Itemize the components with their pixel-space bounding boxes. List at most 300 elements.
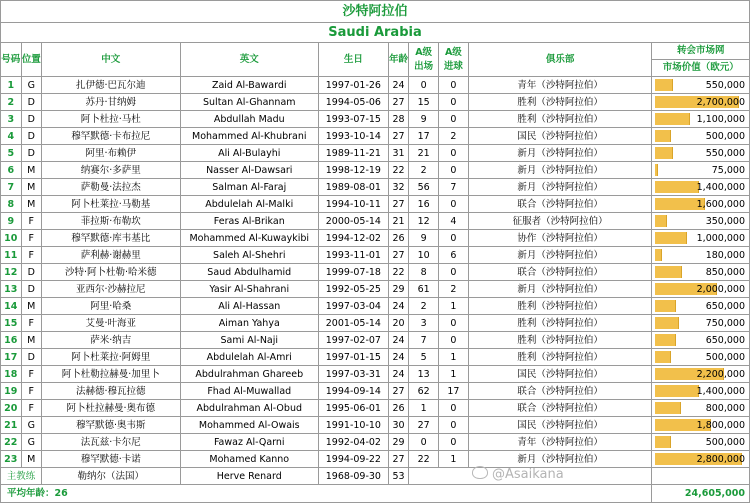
player-row — [1, 315, 750, 332]
coach-row — [1, 468, 750, 485]
player-birthday: 1997-03-04 — [319, 298, 389, 315]
player-a-goals: 0 — [439, 332, 469, 349]
player-market-value — [652, 128, 750, 145]
player-age: 24 — [388, 77, 409, 94]
player-age: 29 — [388, 281, 409, 298]
player-a-goals: 0 — [439, 417, 469, 434]
player-market-value — [652, 298, 750, 315]
value-bar — [655, 351, 671, 363]
player-a-apps: 13 — [409, 366, 439, 383]
player-row — [1, 111, 750, 128]
value-text: 650,000 — [705, 300, 745, 312]
value-text: 1,100,000 — [696, 113, 745, 125]
player-a-goals: 0 — [439, 264, 469, 281]
value-bar — [655, 164, 658, 176]
player-chinese-name: 阿卜杜勒拉赫曼·加里卜 — [42, 366, 180, 383]
player-club: 新月（沙特阿拉伯） — [468, 247, 652, 264]
player-a-goals: 6 — [439, 247, 469, 264]
value-text: 1,400,000 — [696, 181, 745, 193]
player-english-name: Fhad Al-Muwallad — [180, 383, 318, 400]
player-birthday: 1989-11-21 — [319, 145, 389, 162]
player-a-apps: 2 — [409, 162, 439, 179]
player-row — [1, 77, 750, 94]
player-english-name: Nasser Al-Dawsari — [180, 162, 318, 179]
player-row — [1, 264, 750, 281]
player-a-goals: 0 — [439, 145, 469, 162]
player-market-value — [652, 281, 750, 298]
player-a-apps: 10 — [409, 247, 439, 264]
player-a-apps: 22 — [409, 451, 439, 468]
player-position: M — [21, 179, 42, 196]
player-a-apps: 0 — [409, 434, 439, 451]
player-english-name: Abdulelah Al-Malki — [180, 196, 318, 213]
player-birthday: 1992-04-02 — [319, 434, 389, 451]
value-bar — [655, 334, 676, 346]
player-a-apps: 0 — [409, 77, 439, 94]
value-text: 1,400,000 — [696, 385, 745, 397]
player-row — [1, 213, 750, 230]
player-age: 24 — [388, 298, 409, 315]
player-a-apps: 15 — [409, 94, 439, 111]
player-club: 联合（沙特阿拉伯） — [468, 196, 652, 213]
player-age: 27 — [388, 196, 409, 213]
player-a-apps: 9 — [409, 111, 439, 128]
player-age: 24 — [388, 332, 409, 349]
header-row — [1, 43, 750, 60]
player-age: 32 — [388, 179, 409, 196]
player-birthday: 1997-02-07 — [319, 332, 389, 349]
player-a-goals: 0 — [439, 315, 469, 332]
value-bar — [655, 232, 687, 244]
player-english-name: Zaid Al-Bawardi — [180, 77, 318, 94]
player-a-goals: 4 — [439, 213, 469, 230]
player-position: F — [21, 383, 42, 400]
player-club: 胜利（沙特阿拉伯） — [468, 111, 652, 128]
player-chinese-name: 苏丹·甘纳姆 — [42, 94, 180, 111]
player-market-value — [652, 247, 750, 264]
value-text: 850,000 — [705, 266, 745, 278]
player-age: 20 — [388, 315, 409, 332]
player-english-name: Sultan Al-Ghannam — [180, 94, 318, 111]
player-club: 新月（沙特阿拉伯） — [468, 281, 652, 298]
header-chinese-name: 中文 — [42, 43, 180, 77]
value-bar — [655, 181, 699, 193]
player-position: M — [21, 451, 42, 468]
player-number: 7 — [1, 179, 22, 196]
player-a-apps: 7 — [409, 332, 439, 349]
player-birthday: 1994-09-14 — [319, 383, 389, 400]
player-market-value — [652, 264, 750, 281]
value-text: 500,000 — [705, 351, 745, 363]
player-number: 4 — [1, 128, 22, 145]
player-number: 13 — [1, 281, 22, 298]
player-market-value — [652, 366, 750, 383]
player-birthday: 1992-05-25 — [319, 281, 389, 298]
player-chinese-name: 阿里·布赖伊 — [42, 145, 180, 162]
player-row — [1, 366, 750, 383]
player-age: 26 — [388, 400, 409, 417]
player-position: F — [21, 366, 42, 383]
player-age: 26 — [388, 230, 409, 247]
player-position: D — [21, 264, 42, 281]
player-number: 9 — [1, 213, 22, 230]
player-english-name: Salman Al-Faraj — [180, 179, 318, 196]
player-a-apps: 62 — [409, 383, 439, 400]
player-a-goals: 1 — [439, 366, 469, 383]
player-a-goals: 7 — [439, 179, 469, 196]
player-position: D — [21, 281, 42, 298]
player-number: 11 — [1, 247, 22, 264]
player-market-value — [652, 400, 750, 417]
header-value-source: 转会市场网 — [652, 43, 750, 60]
player-a-goals: 1 — [439, 298, 469, 315]
header-a-apps: A级出场 — [409, 43, 439, 77]
player-number: 17 — [1, 349, 22, 366]
player-number: 10 — [1, 230, 22, 247]
player-position: F — [21, 247, 42, 264]
player-chinese-name: 沙特·阿卜杜勒·哈米德 — [42, 264, 180, 281]
player-market-value — [652, 145, 750, 162]
player-age: 21 — [388, 213, 409, 230]
player-position: D — [21, 145, 42, 162]
player-a-goals: 17 — [439, 383, 469, 400]
player-age: 24 — [388, 366, 409, 383]
player-row — [1, 451, 750, 468]
player-number: 2 — [1, 94, 22, 111]
player-a-apps: 56 — [409, 179, 439, 196]
player-english-name: Aiman Yahya — [180, 315, 318, 332]
coach-label: 主教练 — [1, 468, 42, 485]
value-text: 1,800,000 — [696, 419, 745, 431]
player-market-value — [652, 451, 750, 468]
player-row — [1, 281, 750, 298]
player-number: 20 — [1, 400, 22, 417]
player-birthday: 1997-01-15 — [319, 349, 389, 366]
player-club: 胜利（沙特阿拉伯） — [468, 94, 652, 111]
value-text: 500,000 — [705, 130, 745, 142]
player-club: 青年（沙特阿拉伯） — [468, 434, 652, 451]
player-a-goals: 0 — [439, 162, 469, 179]
title-english: Saudi Arabia — [1, 23, 750, 43]
header-age: 年龄 — [388, 43, 409, 77]
player-position: F — [21, 315, 42, 332]
value-bar — [655, 113, 690, 125]
player-english-name: Saleh Al-Shehri — [180, 247, 318, 264]
header-value: 市场价值（欧元） — [652, 60, 750, 77]
player-chinese-name: 法瓦兹·卡尔尼 — [42, 434, 180, 451]
player-position: D — [21, 111, 42, 128]
player-a-apps: 3 — [409, 315, 439, 332]
player-chinese-name: 穆罕默德·卡诺 — [42, 451, 180, 468]
player-position: F — [21, 213, 42, 230]
player-club: 征服者（沙特阿拉伯） — [468, 213, 652, 230]
player-number: 6 — [1, 162, 22, 179]
player-chinese-name: 亚西尔·沙赫拉尼 — [42, 281, 180, 298]
player-row — [1, 128, 750, 145]
player-a-apps: 21 — [409, 145, 439, 162]
player-number: 22 — [1, 434, 22, 451]
player-a-apps: 27 — [409, 417, 439, 434]
player-market-value — [652, 349, 750, 366]
value-text: 750,000 — [705, 317, 745, 329]
player-club: 青年（沙特阿拉伯） — [468, 77, 652, 94]
player-position: F — [21, 230, 42, 247]
player-position: M — [21, 298, 42, 315]
player-a-apps: 61 — [409, 281, 439, 298]
player-birthday: 1994-09-22 — [319, 451, 389, 468]
player-row — [1, 196, 750, 213]
player-number: 12 — [1, 264, 22, 281]
player-position: M — [21, 162, 42, 179]
player-club: 胜利（沙特阿拉伯） — [468, 349, 652, 366]
player-chinese-name: 阿卜杜莱拉·阿姆里 — [42, 349, 180, 366]
player-birthday: 1997-01-26 — [319, 77, 389, 94]
coach-chinese-name: 勒纳尔（法国） — [42, 468, 180, 485]
player-club: 胜利（沙特阿拉伯） — [468, 298, 652, 315]
player-market-value — [652, 383, 750, 400]
player-club: 新月（沙特阿拉伯） — [468, 145, 652, 162]
value-bar — [655, 300, 676, 312]
player-chinese-name: 萨勒曼·法拉杰 — [42, 179, 180, 196]
player-birthday: 1993-07-15 — [319, 111, 389, 128]
player-row — [1, 230, 750, 247]
player-age: 30 — [388, 417, 409, 434]
player-a-goals: 0 — [439, 94, 469, 111]
total-market-value: 24,605,000 — [652, 485, 750, 503]
value-text: 2,000,000 — [696, 283, 745, 295]
player-club: 胜利（沙特阿拉伯） — [468, 332, 652, 349]
player-number: 18 — [1, 366, 22, 383]
player-a-goals: 2 — [439, 128, 469, 145]
player-number: 19 — [1, 383, 22, 400]
player-number: 14 — [1, 298, 22, 315]
player-chinese-name: 阿卜杜莱拉·马勒基 — [42, 196, 180, 213]
watermark: @Asaikana — [472, 466, 564, 482]
player-english-name: Feras Al-Brikan — [180, 213, 318, 230]
player-number: 21 — [1, 417, 22, 434]
value-bar — [655, 402, 681, 414]
value-bar — [655, 266, 682, 278]
player-english-name: Abdullah Madu — [180, 111, 318, 128]
player-club: 联合（沙特阿拉伯） — [468, 383, 652, 400]
player-club: 国民（沙特阿拉伯） — [468, 128, 652, 145]
player-birthday: 1999-07-18 — [319, 264, 389, 281]
player-english-name: Abdulelah Al-Amri — [180, 349, 318, 366]
player-chinese-name: 法赫德·穆瓦拉德 — [42, 383, 180, 400]
player-english-name: Mohamed Kanno — [180, 451, 318, 468]
player-club: 新月（沙特阿拉伯） — [468, 179, 652, 196]
header-english-name: 英文 — [180, 43, 318, 77]
player-birthday: 1998-12-19 — [319, 162, 389, 179]
player-chinese-name: 穆罕默德·卡布拉尼 — [42, 128, 180, 145]
player-a-apps: 9 — [409, 230, 439, 247]
player-position: G — [21, 417, 42, 434]
player-english-name: Saud Abdulhamid — [180, 264, 318, 281]
player-a-goals: 0 — [439, 434, 469, 451]
player-chinese-name: 萨米·纳吉 — [42, 332, 180, 349]
player-row — [1, 247, 750, 264]
average-age: 平均年龄：26 — [1, 485, 652, 503]
player-number: 15 — [1, 315, 22, 332]
player-position: G — [21, 77, 42, 94]
player-english-name: Mohammed Al-Owais — [180, 417, 318, 434]
player-a-goals: 0 — [439, 77, 469, 94]
player-market-value — [652, 94, 750, 111]
player-a-goals: 0 — [439, 111, 469, 128]
player-birthday: 1993-11-01 — [319, 247, 389, 264]
player-row — [1, 400, 750, 417]
player-age: 29 — [388, 434, 409, 451]
player-chinese-name: 阿卜杜拉赫曼·奥布德 — [42, 400, 180, 417]
footer-row — [1, 485, 750, 503]
player-position: D — [21, 128, 42, 145]
player-a-apps: 16 — [409, 196, 439, 213]
player-club: 国民（沙特阿拉伯） — [468, 417, 652, 434]
value-text: 75,000 — [711, 164, 745, 176]
value-text: 180,000 — [705, 249, 745, 261]
player-birthday: 1989-08-01 — [319, 179, 389, 196]
value-text: 350,000 — [705, 215, 745, 227]
player-chinese-name: 萨利赫·谢赫里 — [42, 247, 180, 264]
player-age: 24 — [388, 349, 409, 366]
player-age: 27 — [388, 94, 409, 111]
player-english-name: Sami Al-Naji — [180, 332, 318, 349]
value-text: 550,000 — [705, 147, 745, 159]
player-market-value — [652, 230, 750, 247]
player-market-value — [652, 77, 750, 94]
player-birthday: 2001-05-14 — [319, 315, 389, 332]
value-text: 800,000 — [705, 402, 745, 414]
player-chinese-name: 穆罕默德·库韦基比 — [42, 230, 180, 247]
player-english-name: Fawaz Al-Qarni — [180, 434, 318, 451]
player-english-name: Ali Al-Hassan — [180, 298, 318, 315]
player-row — [1, 145, 750, 162]
player-club: 联合（沙特阿拉伯） — [468, 400, 652, 417]
player-number: 16 — [1, 332, 22, 349]
player-chinese-name: 穆罕默德·奥韦斯 — [42, 417, 180, 434]
player-position: M — [21, 196, 42, 213]
player-chinese-name: 扎伊德·巴瓦尔迪 — [42, 77, 180, 94]
player-club: 国民（沙特阿拉伯） — [468, 366, 652, 383]
player-position: M — [21, 332, 42, 349]
player-a-goals: 0 — [439, 400, 469, 417]
player-age: 22 — [388, 264, 409, 281]
player-row — [1, 332, 750, 349]
player-a-apps: 1 — [409, 400, 439, 417]
player-row — [1, 349, 750, 366]
header-a-goals: A级进球 — [439, 43, 469, 77]
header-number: 号码 — [1, 43, 22, 77]
player-age: 27 — [388, 128, 409, 145]
header-club: 俱乐部 — [468, 43, 652, 77]
player-number: 5 — [1, 145, 22, 162]
player-english-name: Mohammed Al-Khubrani — [180, 128, 318, 145]
player-age: 27 — [388, 247, 409, 264]
player-market-value — [652, 162, 750, 179]
player-row — [1, 179, 750, 196]
player-club: 胜利（沙特阿拉伯） — [468, 315, 652, 332]
player-club: 协作（沙特阿拉伯） — [468, 230, 652, 247]
player-position: D — [21, 94, 42, 111]
value-text: 650,000 — [705, 334, 745, 346]
player-row — [1, 298, 750, 315]
player-position: F — [21, 400, 42, 417]
value-bar — [655, 317, 679, 329]
player-english-name: Ali Al-Bulayhi — [180, 145, 318, 162]
player-a-apps: 8 — [409, 264, 439, 281]
player-club: 新月（沙特阿拉伯） — [468, 451, 652, 468]
title-chinese: 沙特阿拉伯 — [1, 1, 750, 23]
value-bar — [655, 436, 671, 448]
player-row — [1, 94, 750, 111]
player-age: 22 — [388, 162, 409, 179]
subtitle-row — [1, 23, 750, 43]
player-a-apps: 12 — [409, 213, 439, 230]
player-age: 31 — [388, 145, 409, 162]
value-text: 2,800,000 — [696, 453, 745, 465]
coach-age: 53 — [388, 468, 409, 485]
player-market-value — [652, 179, 750, 196]
player-birthday: 1994-05-06 — [319, 94, 389, 111]
value-text: 550,000 — [705, 79, 745, 91]
player-row — [1, 383, 750, 400]
player-row — [1, 162, 750, 179]
coach-birthday: 1968-09-30 — [319, 468, 389, 485]
player-chinese-name: 菲拉斯·布勒坎 — [42, 213, 180, 230]
value-bar — [655, 147, 673, 159]
player-market-value — [652, 315, 750, 332]
player-birthday: 1995-06-01 — [319, 400, 389, 417]
player-a-goals: 0 — [439, 230, 469, 247]
header-birthday: 生日 — [319, 43, 389, 77]
player-english-name: Abdulrahman Ghareeb — [180, 366, 318, 383]
header-position: 位置 — [21, 43, 42, 77]
value-bar — [655, 79, 673, 91]
player-row — [1, 417, 750, 434]
player-club: 新月（沙特阿拉伯） — [468, 162, 652, 179]
value-text: 2,200,000 — [696, 368, 745, 380]
player-chinese-name: 阿卜杜拉·马杜 — [42, 111, 180, 128]
player-chinese-name: 艾曼·叶海亚 — [42, 315, 180, 332]
player-number: 3 — [1, 111, 22, 128]
value-text: 1,000,000 — [696, 232, 745, 244]
player-position: G — [21, 434, 42, 451]
player-birthday: 1994-10-11 — [319, 196, 389, 213]
player-english-name: Yasir Al-Shahrani — [180, 281, 318, 298]
player-chinese-name: 阿里·哈桑 — [42, 298, 180, 315]
value-text: 2,700,000 — [696, 96, 745, 108]
player-row — [1, 434, 750, 451]
player-age: 27 — [388, 451, 409, 468]
value-bar — [655, 385, 699, 397]
player-number: 8 — [1, 196, 22, 213]
player-market-value — [652, 213, 750, 230]
player-market-value — [652, 434, 750, 451]
coach-blank — [409, 468, 652, 485]
player-birthday: 1991-10-10 — [319, 417, 389, 434]
value-text: 500,000 — [705, 436, 745, 448]
player-market-value — [652, 417, 750, 434]
player-birthday: 1997-03-31 — [319, 366, 389, 383]
player-a-apps: 17 — [409, 128, 439, 145]
player-birthday: 1994-12-02 — [319, 230, 389, 247]
player-a-apps: 5 — [409, 349, 439, 366]
player-birthday: 1993-10-14 — [319, 128, 389, 145]
player-birthday: 2000-05-14 — [319, 213, 389, 230]
player-a-goals: 1 — [439, 349, 469, 366]
player-a-goals: 2 — [439, 281, 469, 298]
player-number: 1 — [1, 77, 22, 94]
